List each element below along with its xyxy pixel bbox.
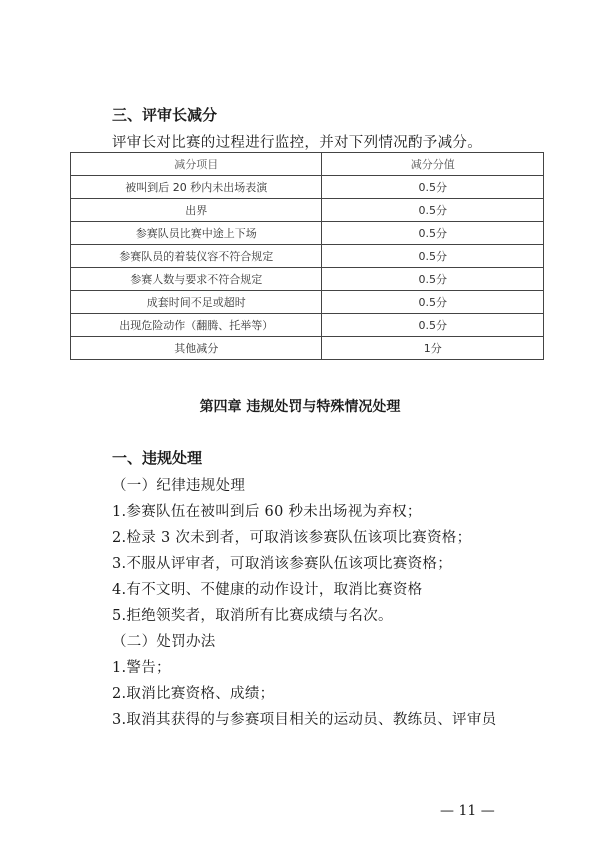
deduction-value: 0.5分: [322, 268, 544, 291]
page-number: — 11 —: [440, 803, 495, 819]
table-row: [71, 176, 544, 199]
table-row: [71, 222, 544, 245]
deduction-item: 其他减分: [71, 337, 322, 360]
chapter-title: 第四章 违规处罚与特殊情况处理: [199, 399, 401, 415]
deduction-table: [70, 152, 544, 360]
table-row: [71, 337, 544, 360]
table-row: [71, 291, 544, 314]
table-row: [71, 199, 544, 222]
section-intro-text: 评审长对比赛的过程进行监控，并对下列情况酌予减分。: [112, 135, 482, 151]
section-heading-3: 三、评审长减分: [112, 106, 218, 124]
list-item: 1.警告；: [112, 660, 171, 676]
list-item: 5.拒绝领奖者，取消所有比赛成绩与名次。: [112, 608, 393, 624]
list-item: 4.有不文明、不健康的动作设计，取消比赛资格: [112, 582, 423, 598]
deduction-value: 0.5分: [322, 314, 544, 337]
deduction-item: 出现危险动作（翻腾、托举等）: [71, 314, 322, 337]
deduction-item: 参赛队员比赛中途上下场: [71, 222, 322, 245]
list-item: 3.取消其获得的与参赛项目相关的运动员、教练员、评审员: [112, 712, 497, 728]
deduction-item: 参赛队员的着装仪容不符合规定: [71, 245, 322, 268]
deduction-value: 0.5分: [322, 199, 544, 222]
deduction-item: 参赛人数与要求不符合规定: [71, 268, 322, 291]
deduction-value: 0.5分: [322, 176, 544, 199]
deduction-value: 0.5分: [322, 245, 544, 268]
table-row: [71, 268, 544, 291]
deduction-value: 0.5分: [322, 222, 544, 245]
deduction-item: 出界: [71, 199, 322, 222]
deduction-item: 被叫到后 20 秒内未出场表演: [71, 176, 322, 199]
table-header-row: [71, 153, 544, 176]
header-deduction-item: 减分项目: [71, 153, 322, 176]
deduction-value: 1分: [322, 337, 544, 360]
subsection-heading-discipline: （一）纪律违规处理: [112, 478, 246, 494]
list-item: 2.取消比赛资格、成绩；: [112, 686, 275, 702]
table-row: [71, 314, 544, 337]
deduction-item: 成套时间不足或超时: [71, 291, 322, 314]
deduction-value: 0.5分: [322, 291, 544, 314]
section-heading-1: 一、违规处理: [112, 449, 203, 467]
subsection-heading-penalty: （二）处罚办法: [112, 634, 216, 650]
table-row: [71, 245, 544, 268]
list-item: 2.检录 3 次未到者，可取消该参赛队伍该项比赛资格；: [112, 530, 472, 546]
list-item: 1.参赛队伍在被叫到后 60 秒未出场视为弃权；: [112, 504, 422, 520]
list-item: 3.不服从评审者，可取消该参赛队伍该项比赛资格；: [112, 556, 453, 572]
header-deduction-value: 减分分值: [322, 153, 544, 176]
